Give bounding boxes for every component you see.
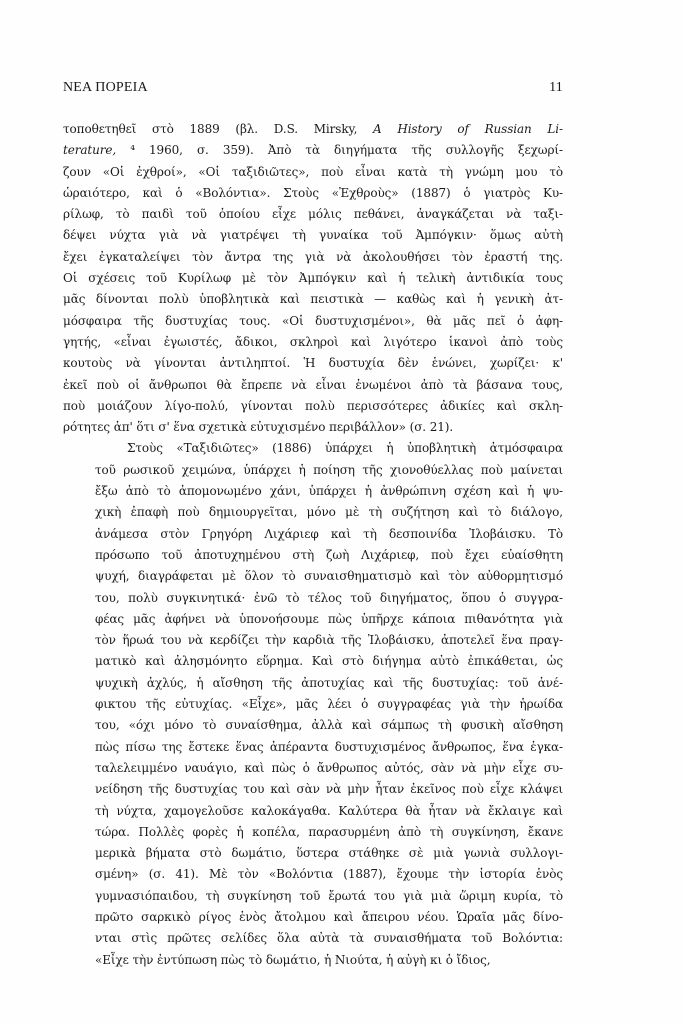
text-line: μόσφαιρα τῆς δυστυχίας τους. «Οἱ δυστυχισμένοι», θὰ μᾶς πεῖ ὁ ἀφη- — [63, 313, 563, 328]
text-line: μᾶς δίνονται πολὺ ὑποβλητικὰ καὶ πειστικὰ — καθὼς καὶ ἡ γενικὴ ἀτ- — [63, 292, 563, 307]
text-line: ψυχικὴ ἀχλύς, ἡ αἴσθηση τῆς ἀποτυχίας καὶ τῆς δυστυχίας: τοῦ ἀνέ- — [95, 675, 563, 690]
text-line: κουτοὺς νὰ γίνονται ἀντιληπτοί. Ἡ δυστυχία δὲν ἑνώνει, χωρίζει· κ' — [63, 356, 563, 371]
text-line: πρόσωπο τοῦ ἀποτυχημένου στὴ ζωὴ Λιχάριεφ, ποὺ ἔχει εὐαίσθητη — [95, 547, 563, 562]
text-line: νται στὶς πρῶτες σελίδες ὅλα αὐτὰ τὰ συναισθήματα τοῦ Βολόντια: — [95, 931, 563, 946]
text-line: ταλελειμμένο ναυάγιο, καὶ πὼς ὁ ἄνθρωπος αὐτός, σὰν νὰ μὴν εἶχε συ- — [95, 760, 563, 775]
text-line: ἐκεῖ ποὺ οἱ ἄνθρωποι θὰ ἔπρεπε νὰ εἶναι ἑνωμένοι ἀπὸ τὰ βάσανα τους, — [63, 377, 563, 392]
text-line: γυμνασιόπαιδου, τὴ συγκίνηση τοῦ ἔρωτά του γιὰ μιὰ ὥριμη κυρία, τὸ — [95, 888, 563, 903]
text-line: πρῶτο σαρκικὸ ρίγος ἑνὸς ἄτολμου καὶ ἄπειρου νέου. Ὡραῖα μᾶς δίνο- — [95, 909, 563, 924]
running-title: ΝΕΑ ΠΟΡΕΙΑ — [63, 80, 148, 95]
text-line: του, πολὺ συγκινητικά· ἐνῶ τὸ τέλος τοῦ διηγήματος, ὅπου ὁ συγγρα- — [95, 590, 563, 605]
text-line: φικτου τῆς εὐτυχίας. «Εἶχε», μᾶς λέει ὁ συγγραφέας γιὰ τὴν ἡρωίδα — [95, 697, 563, 712]
text-line: χικὴ ἐπαφὴ ποὺ δημιουργεῖται, μόνο μὲ τὴ συζήτηση καὶ τὸ διάλογο, — [95, 505, 563, 520]
page-number: 11 — [549, 80, 563, 95]
text-line: μερικὰ βήματα στὸ δωμάτιο, ὕστερα στάθηκε σὲ μιὰ γωνιὰ συλλογι- — [95, 846, 563, 861]
text-line: τὸν ἥρωά του νὰ κερδίζει τὴν καρδιὰ τῆς Ἰλοβάισκυ, ἀποτελεῖ ἕνα πραγ- — [95, 633, 563, 648]
text-line: ἔξω ἀπὸ τὸ ἀπομονωμένο χάνι, ὑπάρχει ἡ ἀνθρώπινη σχέση καὶ ἡ ψυ- — [95, 484, 563, 499]
text-line: του, «όχι μόνο τὸ συναίσθημα, ἀλλὰ καὶ σάμπως τὴ φυσικὴ αἴσθηση — [95, 718, 563, 733]
text-line: τώρα. Πολλὲς φορὲς ἡ κοπέλα, παρασυρμένη ἀπὸ τὴ συγκίνηση, ἔκανε — [95, 824, 563, 839]
text-line: νείδηση τῆς δυστυχίας του καὶ σὰν νὰ μὴν ἦταν ἐκεῖνος ποὺ εἶχε κλάψει — [95, 782, 563, 797]
text-line: ὡραιότερο, καὶ ὁ «Βολόντια». Στοὺς «Ἐχθροὺς» (1887) ὁ γιατρὸς Κυ- — [63, 185, 563, 200]
text-line: ματικὸ καὶ ἀλησμόνητο εὕρημα. Καὶ στὸ διήγημα αὐτὸ ἐπικάθεται, ὡς — [95, 654, 563, 669]
text-line: τὴ νύχτα, χαμογελοῦσε καλοκάγαθα. Καλύτερα θὰ ἦταν νὰ ἔκλαιγε καὶ — [95, 803, 563, 818]
text-line: ρίλωφ, τὸ παιδὶ τοῦ ὁποίου εἶχε μόλις πεθάνει, ἀναγκάζεται νὰ ταξι- — [63, 207, 563, 222]
text-line: «Εἶχε τὴν ἐντύπωση πὼς τὸ δωμάτιο, ἡ Νιούτα, ἡ αὐγὴ κι ὁ ἴδιος, — [95, 952, 491, 967]
text-line: γητής, «εἶναι ἐγωιστές, ἄδικοι, σκληροὶ καὶ λιγότερο ἱκανοὶ ἀπὸ τοὺς — [63, 334, 563, 349]
text-line: δέψει νύχτα γιὰ νὰ γιατρέψει τὴ γυναίκα τοῦ Ἀμπόγκιν· ὅμως αὐτὴ — [63, 228, 563, 243]
text-line: ἔχει ἐγκαταλείψει τὸν ἄντρα της γιὰ νὰ ἀκολουθήσει τὸν ἐραστή της. — [63, 249, 563, 264]
text-line: σμένη» (σ. 41). Μὲ τὸν «Βολόντια (1887), ἔχουμε τὴν ἱστορία ἑνὸς — [95, 867, 563, 882]
text-line: Οἱ σχέσεις τοῦ Κυρίλωφ μὲ τὸν Ἀμπόγκιν καὶ ἡ τελικὴ ἀντιδικία τους — [63, 271, 563, 286]
text-line: ρότητες ἀπ' ὅτι σ' ἕνα σχετικὰ εὐτυχισμένο περιβάλλον» (σ. 21). — [63, 420, 454, 435]
text-line: πὼς πίσω της ἔστεκε ἕνας ἀπέραντα δυστυχισμένος ἄνθρωπος, ἕνα ἐγκα- — [95, 739, 563, 754]
body-text — [63, 119, 563, 971]
text-line: terature, ⁴ 1960, σ. 359). Ἀπὸ τὰ διηγήματα τῆς συλλογῆς ξεχωρί- — [63, 143, 563, 158]
text-line: φέας μᾶς ἀφήνει νὰ ὑπονοήσουμε πὼς ὑπῆρχε κάποια πιθανότητα γιὰ — [95, 611, 563, 626]
text-line: ψυχή, διαγράφεται μὲ ὅλον τὸ συναισθηματισμὸ καὶ τὸν αὐθορμητισμό — [95, 569, 563, 584]
text-line: τοποθετηθεῖ στὸ 1889 (βλ. D.S. Mirsky, A History of Russian Li- — [63, 122, 563, 136]
text-line: ἀνάμεσα στὸν Γρηγόρη Λιχάριεφ καὶ τὴ δεσποινίδα Ἰλοβάισκυ. Τὸ — [95, 526, 563, 541]
text-line: Στοὺς «Ταξιδιῶτες» (1886) ὑπάρχει ἡ ὑποβλητικὴ ἀτμόσφαιρα — [127, 441, 563, 456]
text-line: ποὺ μοιάζουν λίγο-πολύ, γίνονται πολὺ περισσότερες ἀδικίες καὶ σκλη- — [63, 398, 563, 413]
text-line: τοῦ ρωσικοῦ χειμώνα, ὑπάρχει ἡ ποίηση τῆς χιονοθύελλας ποὺ μαίνεται — [95, 462, 563, 477]
page-header — [63, 80, 563, 96]
text-line: ζουν «Οἱ ἐχθροί», «Οἱ ταξιδιῶτες», ποὺ εἶναι κατὰ τὴ γνώμη μου τὸ — [63, 164, 563, 179]
paragraph — [63, 119, 563, 438]
paragraph — [63, 438, 563, 970]
